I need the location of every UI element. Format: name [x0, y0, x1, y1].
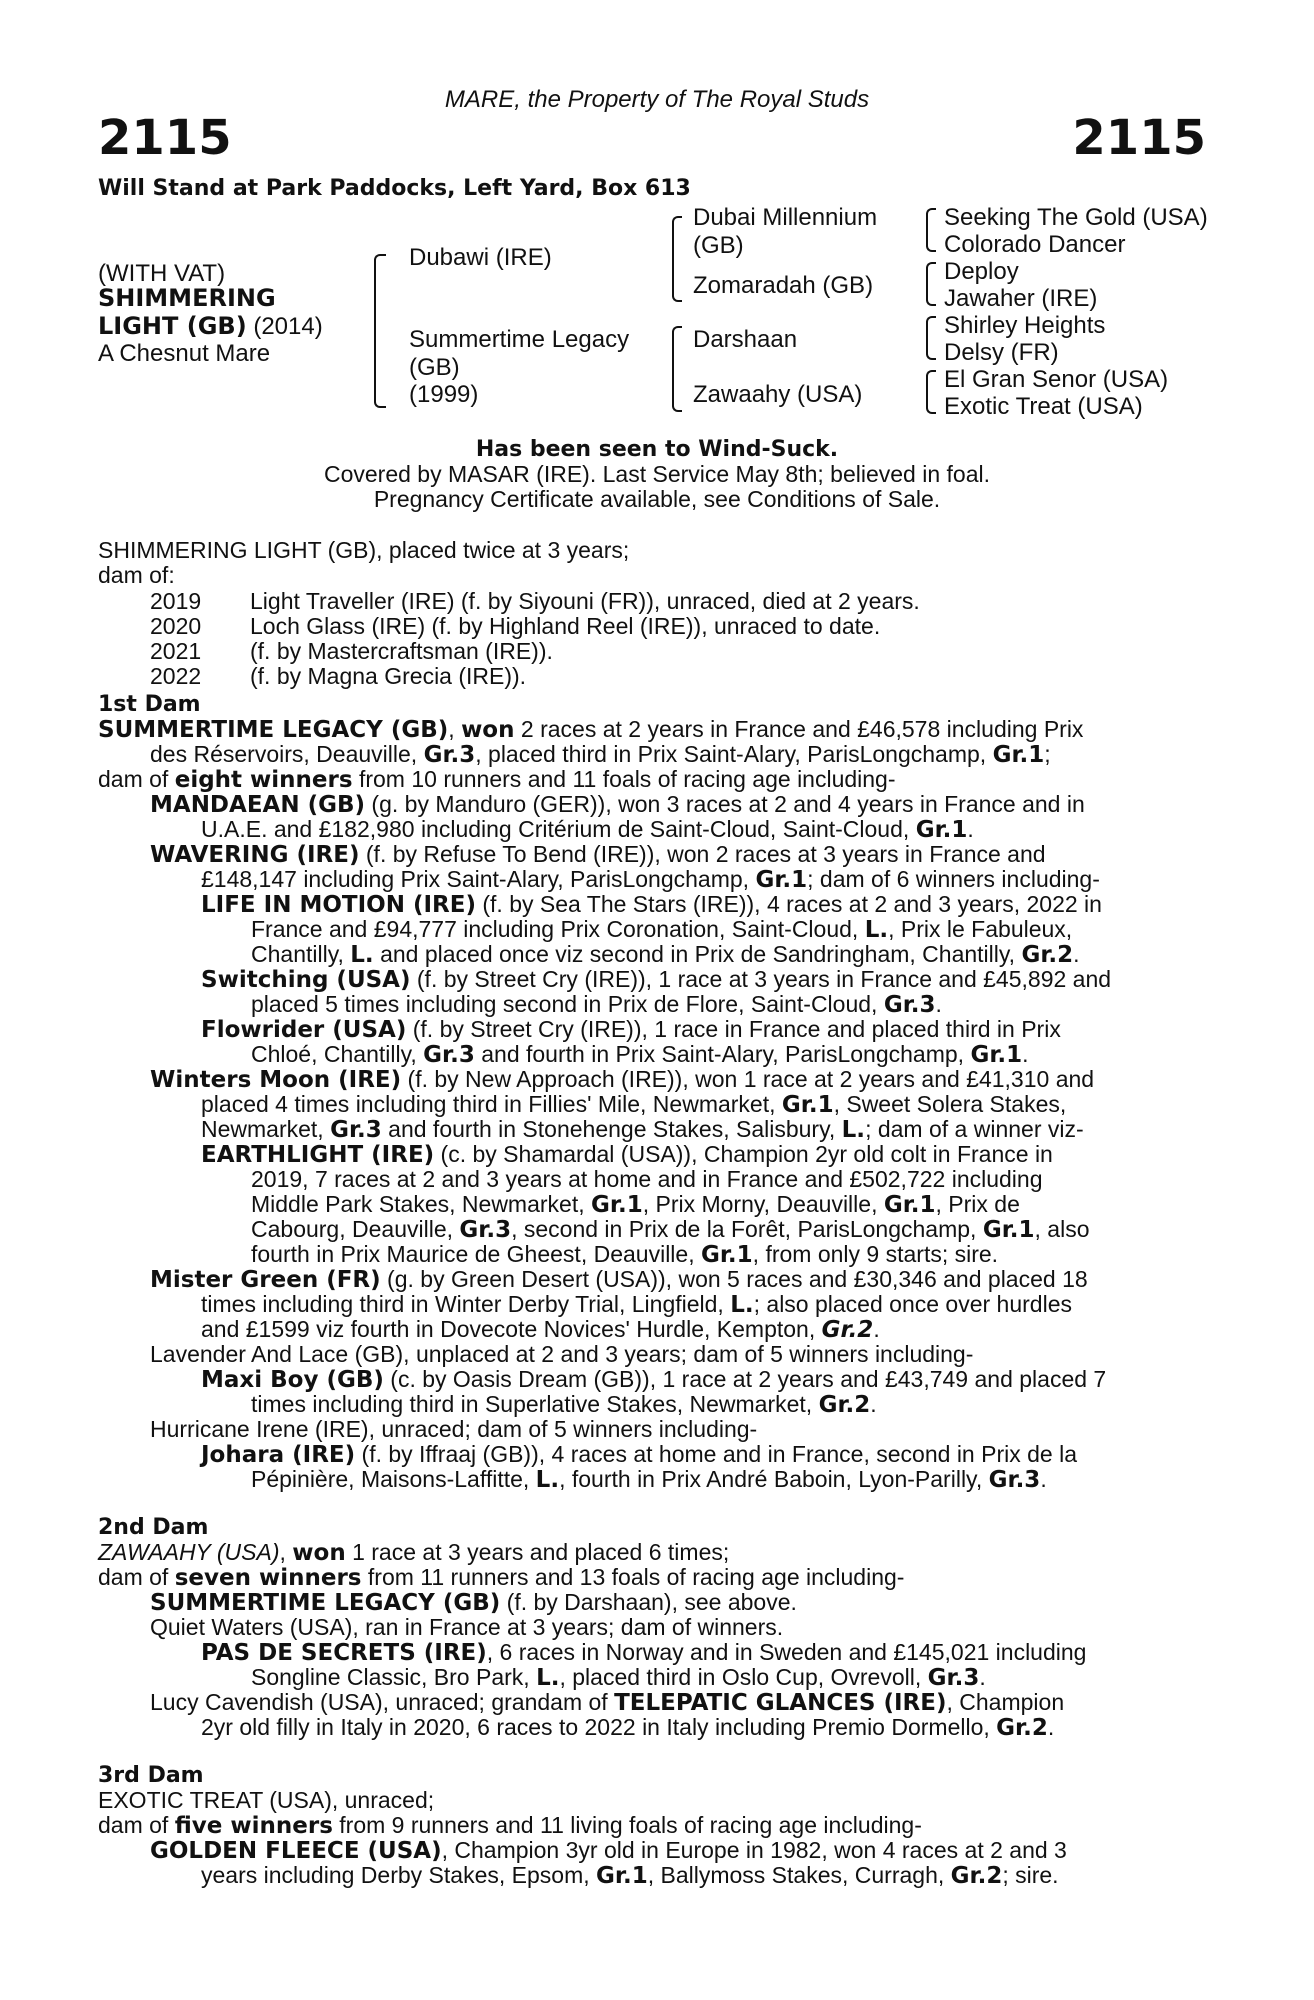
produce-row: 2021 (f. by Mastercraftsman (IRE)).	[150, 638, 553, 664]
windsuck-notice: Has been seen to Wind-Suck.	[475, 437, 839, 462]
gg-2: Colorado Dancer	[944, 231, 1126, 258]
horse-description: A Chesnut Mare	[98, 340, 271, 367]
winters-moon-line: placed 4 times including third in Fillies' Mile, Newmarket, Gr.1, Sweet Solera Stakes,	[201, 1091, 1067, 1118]
gg-3: Deploy	[944, 258, 1019, 285]
wavering-line: £148,147 including Prix Saint-Alary, ParisLongchamp, Gr.1; dam of 6 winners including-	[201, 866, 1100, 893]
horse-name-line1: SHIMMERING	[98, 284, 276, 312]
lot-number-right: 2115	[1072, 110, 1206, 166]
second-dam-line: PAS DE SECRETS (IRE), 6 races in Norway and in Sweden and £145,021 including	[201, 1639, 1087, 1666]
earthlight-line: Cabourg, Deauville, Gr.3, second in Prix de la Forêt, ParisLongchamp, Gr.1, also	[251, 1216, 1090, 1243]
gg-4: Jawaher (IRE)	[944, 285, 1098, 312]
horse-name-line2: LIGHT (GB) (2014)	[98, 312, 323, 340]
third-dam-heading: 3rd Dam	[98, 1763, 204, 1788]
pedigree-brace	[374, 254, 386, 408]
gg-8: Exotic Treat (USA)	[944, 393, 1143, 420]
third-dam-line: EXOTIC TREAT (USA), unraced;	[98, 1787, 435, 1813]
third-dam-line: GOLDEN FLEECE (USA), Champion 3yr old in Europe in 1982, won 4 races at 2 and 3	[150, 1837, 1067, 1864]
third-dam-line: years including Derby Stakes, Epsom, Gr.1, Ballymoss Stakes, Curragh, Gr.2; sire.	[201, 1862, 1059, 1889]
pedigree-brace	[672, 216, 682, 302]
dam-line1: Summertime Legacy	[409, 326, 630, 353]
second-dam-line: SUMMERTIME LEGACY (GB) (f. by Darshaan), see above.	[150, 1589, 797, 1616]
flowrider-line: Flowrider (USA) (f. by Street Cry (IRE)), 1 race in France and placed third in Prix	[201, 1016, 1061, 1043]
first-dam-line: dam of eight winners from 10 runners and 11 foals of racing age including-	[98, 766, 896, 793]
third-dam-line: dam of five winners from 9 runners and 11 living foals of racing age including-	[98, 1812, 922, 1839]
produce-row: 2022 (f. by Magna Grecia (IRE)).	[150, 663, 527, 689]
second-dam-line: dam of seven winners from 11 runners and 13 foals of racing age including-	[98, 1564, 905, 1591]
earthlight-line: EARTHLIGHT (IRE) (c. by Shamardal (USA)), Champion 2yr old colt in France in	[201, 1141, 1053, 1168]
life-in-motion-line: Chantilly, L. and placed once viz second in Prix de Sandringham, Chantilly, Gr.2.	[251, 941, 1080, 968]
dam-line2: (GB)	[409, 354, 460, 381]
johara-line: Johara (IRE) (f. by Iffraaj (GB)), 4 races at home and in France, second in Prix de la	[201, 1441, 1077, 1468]
switching-line: placed 5 times including second in Prix de Flore, Saint-Cloud, Gr.3.	[251, 991, 942, 1018]
pedigree-brace	[926, 208, 936, 252]
lavender-line: Lavender And Lace (GB), unplaced at 2 and 3 years; dam of 5 winners including-	[150, 1341, 974, 1367]
catalogue-subtitle: MARE, the Property of The Royal Studs	[444, 86, 870, 113]
pedigree-brace	[926, 370, 936, 414]
second-dam-line: ZAWAAHY (USA), won 1 race at 3 years and placed 6 times;	[98, 1539, 730, 1566]
first-dam-line: des Réservoirs, Deauville, Gr.3, placed third in Prix Saint-Alary, ParisLongchamp, Gr.1;	[150, 741, 1051, 768]
covered-notice: Covered by MASAR (IRE). Last Service May 8th; believed in foal.	[323, 461, 990, 487]
earthlight-line: 2019, 7 races at 2 and 3 years at home and in France and £502,722 including	[251, 1166, 1043, 1192]
maxi-boy-line: Maxi Boy (GB) (c. by Oasis Dream (GB)), 1 race at 2 years and £43,749 and placed 7	[201, 1366, 1107, 1393]
maxi-boy-line: times including third in Superlative Stakes, Newmarket, Gr.2.	[251, 1391, 877, 1418]
first-dam-heading: 1st Dam	[98, 692, 201, 717]
dam-sire: Darshaan	[693, 326, 798, 353]
life-in-motion-line: LIFE IN MOTION (IRE) (f. by Sea The Stars (IRE)), 4 races at 2 and 3 years, 2022 in	[201, 891, 1102, 918]
life-in-motion-line: France and £94,777 including Prix Coronation, Saint-Cloud, L., Prix le Fabuleux,	[251, 916, 1073, 943]
second-dam-line: Lucy Cavendish (USA), unraced; grandam of TELEPATIC GLANCES (IRE), Champion	[150, 1689, 1065, 1716]
mare-record-intro: SHIMMERING LIGHT (GB), placed twice at 3 years;	[98, 537, 630, 563]
lot-number-left: 2115	[98, 110, 232, 166]
johara-line: Pépinière, Maisons-Laffitte, L., fourth in Prix André Baboin, Lyon-Parilly, Gr.3.	[251, 1466, 1047, 1493]
sire-sire-line1: Dubai Millennium	[693, 204, 878, 231]
mister-green-line: times including third in Winter Derby Trial, Lingfield, L.; also placed once over hurdles	[201, 1291, 1072, 1318]
switching-line: Switching (USA) (f. by Street Cry (IRE)), 1 race at 3 years in France and £45,892 and	[201, 966, 1112, 993]
gg-5: Shirley Heights	[944, 312, 1106, 339]
winters-moon-line: Winters Moon (IRE) (f. by New Approach (IRE)), won 1 race at 2 years and £41,310 and	[150, 1066, 1095, 1093]
second-dam-line: Songline Classic, Bro Park, L., placed third in Oslo Cup, Ovrevoll, Gr.3.	[251, 1664, 986, 1691]
mandaean-line: MANDAEAN (GB) (g. by Manduro (GER)), won 3 races at 2 and 4 years in France and in	[150, 791, 1085, 818]
mare-dam-of: dam of:	[98, 562, 175, 588]
second-dam-line: 2yr old filly in Italy in 2020, 6 races to 2022 in Italy including Premio Dormello, Gr.2.	[201, 1714, 1055, 1741]
sire: Dubawi (IRE)	[409, 244, 552, 271]
sire-dam: Zomaradah (GB)	[693, 272, 874, 299]
gg-1: Seeking The Gold (USA)	[944, 204, 1208, 231]
mandaean-line: U.A.E. and £182,980 including Critérium de Saint-Cloud, Saint-Cloud, Gr.1.	[201, 816, 974, 843]
earthlight-line: Middle Park Stakes, Newmarket, Gr.1, Prix Morny, Deauville, Gr.1, Prix de	[251, 1191, 1020, 1218]
dam-line3: (1999)	[409, 381, 479, 408]
wavering-line: WAVERING (IRE) (f. by Refuse To Bend (IRE)), won 2 races at 3 years in France and	[150, 841, 1046, 868]
gg-7: El Gran Senor (USA)	[944, 366, 1169, 393]
vat-label: (WITH VAT)	[98, 260, 226, 287]
pedigree-brace	[926, 262, 936, 306]
pedigree-brace	[672, 326, 682, 412]
mister-green-line: Mister Green (FR) (g. by Green Desert (USA)), won 5 races and £30,346 and placed 18	[150, 1266, 1088, 1293]
produce-row: 2020 Loch Glass (IRE) (f. by Highland Reel (IRE)), unraced to date.	[150, 613, 881, 639]
certificate-notice: Pregnancy Certificate available, see Conditions of Sale.	[373, 486, 941, 512]
sire-sire-line2: (GB)	[693, 232, 744, 259]
dam-dam: Zawaahy (USA)	[693, 381, 863, 408]
hurricane-line: Hurricane Irene (IRE), unraced; dam of 5 winners including-	[150, 1416, 758, 1442]
mister-green-line: and £1599 viz fourth in Dovecote Novices' Hurdle, Kempton, Gr.2.	[201, 1316, 880, 1343]
second-dam-line: Quiet Waters (USA), ran in France at 3 years; dam of winners.	[150, 1614, 784, 1640]
produce-row: 2019 Light Traveller (IRE) (f. by Siyouni (FR)), unraced, died at 2 years.	[150, 588, 920, 614]
gg-6: Delsy (FR)	[944, 339, 1059, 366]
earthlight-line: fourth in Prix Maurice de Gheest, Deauville, Gr.1, from only 9 starts; sire.	[251, 1241, 999, 1268]
pedigree-brace	[926, 316, 936, 360]
winters-moon-line: Newmarket, Gr.3 and fourth in Stonehenge Stakes, Salisbury, L.; dam of a winner viz-	[201, 1116, 1084, 1143]
second-dam-heading: 2nd Dam	[98, 1515, 209, 1540]
stand-location: Will Stand at Park Paddocks, Left Yard, Box 613	[98, 176, 691, 201]
flowrider-line: Chloé, Chantilly, Gr.3 and fourth in Prix Saint-Alary, ParisLongchamp, Gr.1.	[251, 1041, 1029, 1068]
first-dam-line: SUMMERTIME LEGACY (GB), won 2 races at 2 years in France and £46,578 including Prix	[98, 716, 1084, 743]
